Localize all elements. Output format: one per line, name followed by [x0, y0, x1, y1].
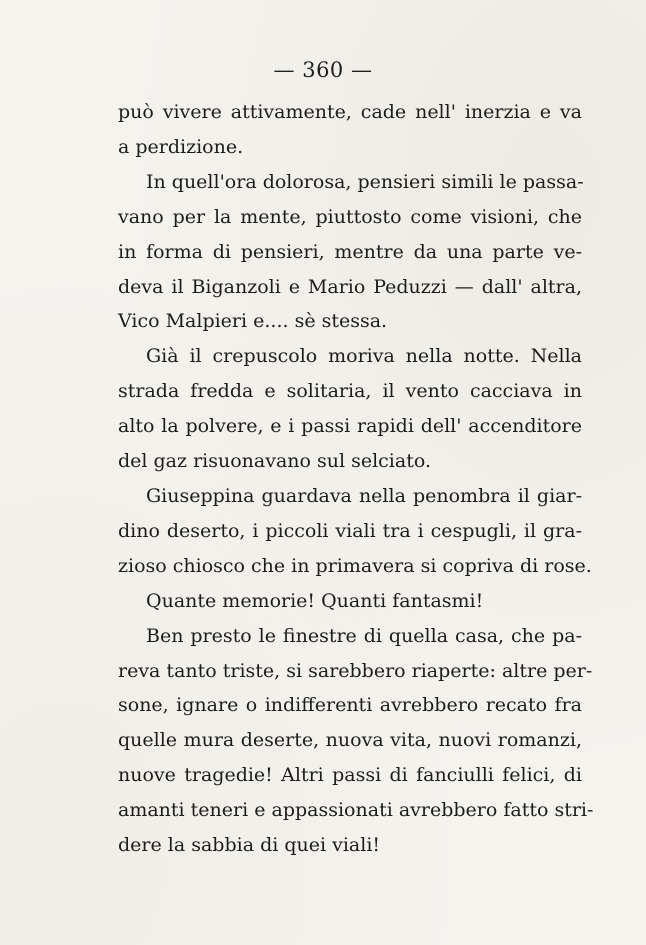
text-line: alto la polvere, e i passi rapidi dell' accenditore — [118, 415, 582, 438]
text-line: può vivere attivamente, cade nell' inerzia e va — [118, 101, 582, 123]
text-line: reva tanto triste, si sarebbero riaperte: altre per- — [118, 659, 593, 682]
text-line: del gaz risuonavano sul selciato. — [118, 450, 431, 473]
text-line: amanti teneri e appassionati avrebbero fatto stri- — [118, 799, 594, 822]
text-line: vano per la mente, piuttosto come visioni, che — [118, 205, 582, 228]
page-body — [118, 95, 594, 863]
text-line: in forma di pensieri, mentre da una parte ve- — [118, 240, 582, 263]
text-line: dere la sabbia di quei viali! — [118, 834, 381, 857]
text-line: Quante memorie! Quanti fantasmi! — [146, 589, 484, 612]
text-line: quelle mura deserte, nuova vita, nuovi romanzi, — [118, 729, 582, 752]
text-line: strada fredda e solitaria, il vento cacciava in — [118, 380, 582, 403]
text-line: deva il Biganzoli e Mario Peduzzi — dall' altra, — [118, 275, 582, 298]
text-line: zioso chiosco che in primavera si copriva di rose. — [118, 554, 592, 577]
text-line: Già il crepuscolo moriva nella notte. Nella — [146, 345, 582, 368]
text-line: Ben presto le finestre di quella casa, che pa- — [146, 624, 582, 647]
text-line: sone, ignare o indifferenti avrebbero recato fra — [118, 694, 582, 717]
text-line: nuove tragedie! Altri passi di fanciulli felici, di — [118, 764, 582, 787]
text-line: Giuseppina guardava nella penombra il giar- — [146, 484, 582, 507]
text-line: dino deserto, i piccoli viali tra i cespugli, il gra- — [118, 519, 582, 542]
text-line: a perdizione. — [118, 135, 244, 158]
text-line: Vico Malpieri e.... sè stessa. — [118, 310, 388, 333]
text-line: In quell'ora dolorosa, pensieri simili le passa- — [146, 170, 584, 193]
page-number: — 360 — — [273, 58, 373, 82]
